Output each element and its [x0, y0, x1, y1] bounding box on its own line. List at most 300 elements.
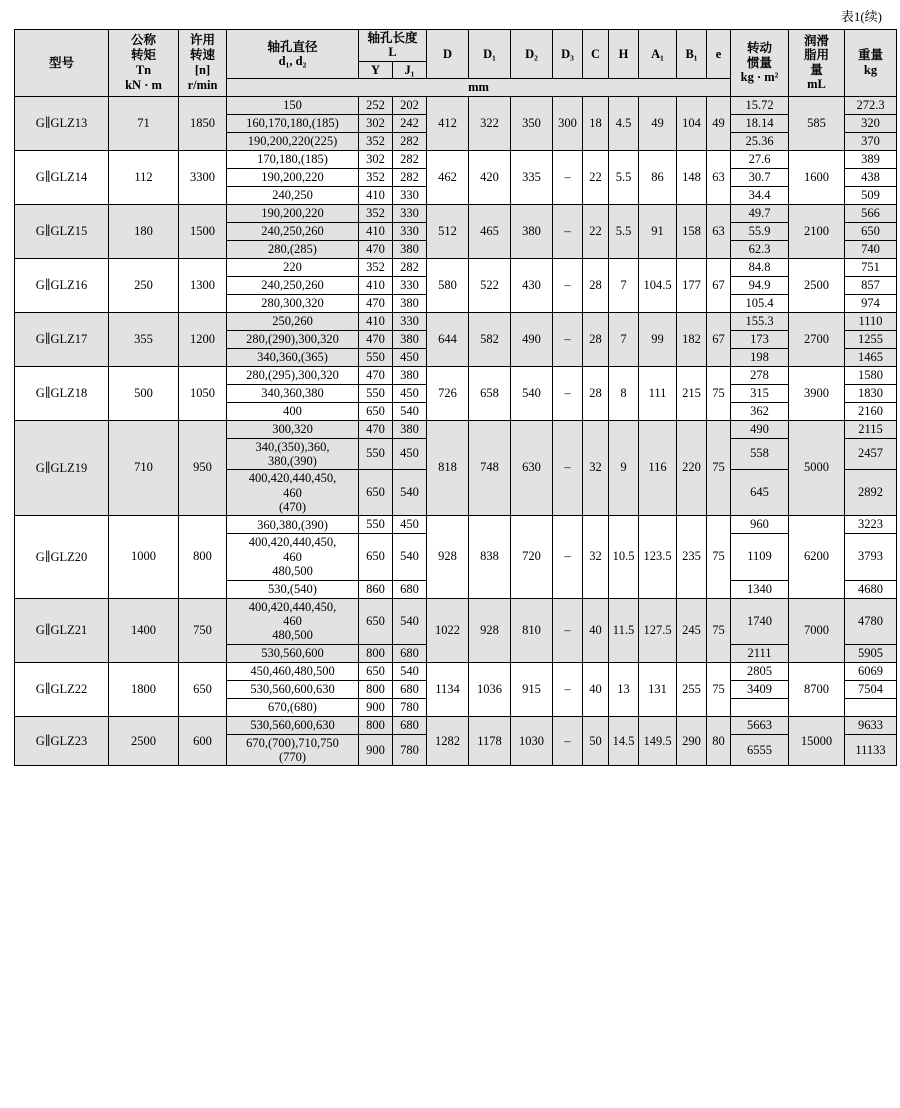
table-row: [15, 150, 897, 168]
cell-J1: 330: [393, 186, 427, 204]
cell-D3: –: [553, 598, 583, 662]
cell-grease: 6200: [789, 516, 845, 598]
cell-weight: 2457: [845, 438, 897, 470]
cell-Y: 410: [359, 276, 393, 294]
cell-Y: 650: [359, 662, 393, 680]
cell-grease: 5000: [789, 420, 845, 516]
cell-B1: 235: [677, 516, 707, 598]
cell-inertia: 18.14: [731, 114, 789, 132]
cell-bore-diameter: 400: [227, 402, 359, 420]
cell-B1: 245: [677, 598, 707, 662]
cell-model: G∥GLZ16: [15, 258, 109, 312]
cell-e: 67: [707, 312, 731, 366]
header-torque-l1: 公称: [130, 32, 156, 47]
header-grease-l4: mL: [807, 77, 826, 92]
cell-bore-diameter: 530,560,600: [227, 644, 359, 662]
cell-inertia: 490: [731, 420, 789, 438]
cell-weight: 1110: [845, 312, 897, 330]
cell-torque: 250: [109, 258, 179, 312]
cell-model: G∥GLZ22: [15, 662, 109, 716]
header-torque-l3: Tn: [135, 62, 152, 77]
cell-inertia: 49.7: [731, 204, 789, 222]
cell-A1: 99: [639, 312, 677, 366]
cell-inertia: 645: [731, 470, 789, 516]
cell-J1: 780: [393, 734, 427, 766]
cell-bore-diameter: 280,(295),300,320: [227, 366, 359, 384]
cell-D1: 582: [469, 312, 511, 366]
cell-J1: 680: [393, 580, 427, 598]
cell-weight: 11133: [845, 734, 897, 766]
cell-inertia: 34.4: [731, 186, 789, 204]
cell-bore-diameter: 340,360,(365): [227, 348, 359, 366]
cell-B1: 215: [677, 366, 707, 420]
cell-weight: [845, 698, 897, 716]
cell-Y: 470: [359, 366, 393, 384]
cell-model: G∥GLZ17: [15, 312, 109, 366]
table-row: [15, 420, 897, 438]
cell-speed: 600: [179, 716, 227, 766]
cell-inertia: 278: [731, 366, 789, 384]
table-row: [15, 516, 897, 534]
cell-D2: 630: [511, 420, 553, 516]
cell-bore-diameter: 280,300,320: [227, 294, 359, 312]
cell-speed: 1300: [179, 258, 227, 312]
cell-weight: 9633: [845, 716, 897, 734]
cell-bore-diameter: 450,460,480,500: [227, 662, 359, 680]
cell-Y: 650: [359, 402, 393, 420]
cell-D3: –: [553, 716, 583, 766]
cell-torque: 71: [109, 96, 179, 150]
cell-D2: 490: [511, 312, 553, 366]
cell-bore-diameter: 280,(285): [227, 240, 359, 258]
cell-H: 14.5: [609, 716, 639, 766]
cell-H: 8: [609, 366, 639, 420]
cell-Y: 650: [359, 598, 393, 644]
cell-e: 75: [707, 516, 731, 598]
table-row: [15, 312, 897, 330]
cell-Y: 302: [359, 114, 393, 132]
cell-Y: 352: [359, 258, 393, 276]
cell-inertia: 5663: [731, 716, 789, 734]
cell-J1: 380: [393, 240, 427, 258]
cell-bore-diameter: 250,260: [227, 312, 359, 330]
cell-D3: –: [553, 312, 583, 366]
cell-grease: 3900: [789, 366, 845, 420]
cell-J1: 380: [393, 366, 427, 384]
cell-D: 412: [427, 96, 469, 150]
cell-inertia: 30.7: [731, 168, 789, 186]
cell-weight: 751: [845, 258, 897, 276]
header-D: D: [427, 30, 469, 79]
cell-weight: 389: [845, 150, 897, 168]
cell-speed: 650: [179, 662, 227, 716]
cell-speed: 1050: [179, 366, 227, 420]
cell-e: 75: [707, 598, 731, 662]
cell-inertia: 25.36: [731, 132, 789, 150]
cell-grease: 1600: [789, 150, 845, 204]
cell-Y: 352: [359, 132, 393, 150]
cell-speed: 3300: [179, 150, 227, 204]
cell-bore-diameter: 400,420,440,450, 460 480,500: [227, 598, 359, 644]
cell-J1: 450: [393, 384, 427, 402]
cell-D1: 1178: [469, 716, 511, 766]
cell-inertia: 2111: [731, 644, 789, 662]
cell-J1: 380: [393, 330, 427, 348]
cell-A1: 127.5: [639, 598, 677, 662]
cell-weight: 2892: [845, 470, 897, 516]
cell-J1: 282: [393, 150, 427, 168]
cell-D3: 300: [553, 96, 583, 150]
cell-J1: 780: [393, 698, 427, 716]
cell-Y: 550: [359, 348, 393, 366]
cell-B1: 177: [677, 258, 707, 312]
cell-torque: 180: [109, 204, 179, 258]
cell-D2: 430: [511, 258, 553, 312]
cell-B1: 158: [677, 204, 707, 258]
cell-inertia: [731, 698, 789, 716]
cell-D2: 350: [511, 96, 553, 150]
cell-D2: 810: [511, 598, 553, 662]
cell-C: 28: [583, 312, 609, 366]
cell-speed: 750: [179, 598, 227, 662]
cell-J1: 680: [393, 680, 427, 698]
cell-weight: 857: [845, 276, 897, 294]
cell-Y: 352: [359, 168, 393, 186]
header-speed-l3: [n]: [194, 62, 211, 77]
cell-grease: 585: [789, 96, 845, 150]
cell-H: 7: [609, 258, 639, 312]
cell-bore-diameter: 240,250,260: [227, 222, 359, 240]
cell-Y: 470: [359, 330, 393, 348]
header-borelen-l1: 轴孔长度: [367, 31, 418, 45]
cell-weight: 370: [845, 132, 897, 150]
header-weight: [845, 30, 897, 97]
cell-weight: 5905: [845, 644, 897, 662]
header-grease-l3: 量: [810, 62, 823, 77]
cell-D: 928: [427, 516, 469, 598]
cell-inertia: 62.3: [731, 240, 789, 258]
cell-inertia: 2805: [731, 662, 789, 680]
cell-H: 5.5: [609, 204, 639, 258]
cell-weight: 438: [845, 168, 897, 186]
cell-weight: 2115: [845, 420, 897, 438]
cell-grease: 2700: [789, 312, 845, 366]
cell-C: 50: [583, 716, 609, 766]
cell-C: 28: [583, 258, 609, 312]
cell-model: G∥GLZ14: [15, 150, 109, 204]
cell-J1: 330: [393, 204, 427, 222]
header-speed-l1: 许用: [189, 32, 215, 47]
cell-model: G∥GLZ23: [15, 716, 109, 766]
table-row: [15, 204, 897, 222]
cell-bore-diameter: 340,360,380: [227, 384, 359, 402]
header-grease-l2: 脂用: [804, 48, 830, 63]
header-grease-l1: 润滑: [804, 34, 830, 48]
cell-B1: 290: [677, 716, 707, 766]
cell-model: G∥GLZ18: [15, 366, 109, 420]
header-weight-l2: kg: [863, 62, 878, 77]
cell-Y: 470: [359, 294, 393, 312]
header-unit-mm: mm: [227, 79, 731, 96]
cell-D1: 928: [469, 598, 511, 662]
table-row: [15, 258, 897, 276]
cell-C: 22: [583, 204, 609, 258]
cell-D2: 380: [511, 204, 553, 258]
table-row: [15, 96, 897, 114]
cell-torque: 500: [109, 366, 179, 420]
cell-J1: 330: [393, 222, 427, 240]
cell-inertia: 315: [731, 384, 789, 402]
cell-C: 22: [583, 150, 609, 204]
cell-inertia: 1740: [731, 598, 789, 644]
cell-Y: 900: [359, 734, 393, 766]
table-caption: 表1(续): [840, 9, 882, 24]
cell-H: 11.5: [609, 598, 639, 662]
header-model: 型号: [15, 30, 109, 97]
cell-J1: 450: [393, 348, 427, 366]
header-bore-l2: d₁, d₂: [278, 54, 307, 69]
cell-weight: 1465: [845, 348, 897, 366]
cell-H: 5.5: [609, 150, 639, 204]
cell-J1: 282: [393, 258, 427, 276]
cell-weight: 2160: [845, 402, 897, 420]
cell-weight: 1580: [845, 366, 897, 384]
cell-model: G∥GLZ19: [15, 420, 109, 516]
cell-D1: 522: [469, 258, 511, 312]
cell-A1: 49: [639, 96, 677, 150]
cell-A1: 123.5: [639, 516, 677, 598]
cell-bore-diameter: 530,560,600,630: [227, 680, 359, 698]
cell-model: G∥GLZ15: [15, 204, 109, 258]
header-inertia: [731, 30, 789, 97]
header-H: H: [609, 30, 639, 79]
cell-inertia: 27.6: [731, 150, 789, 168]
header-inertia-l3: kg · m²: [740, 69, 779, 84]
cell-H: 10.5: [609, 516, 639, 598]
cell-bore-diameter: 170,180,(185): [227, 150, 359, 168]
cell-inertia: 105.4: [731, 294, 789, 312]
cell-Y: 410: [359, 222, 393, 240]
cell-weight: 566: [845, 204, 897, 222]
cell-weight: 1830: [845, 384, 897, 402]
cell-D: 1282: [427, 716, 469, 766]
cell-D: 818: [427, 420, 469, 516]
cell-inertia: 198: [731, 348, 789, 366]
cell-weight: 4780: [845, 598, 897, 644]
header-borelen-l2: L: [388, 45, 397, 60]
header-torque: [109, 30, 179, 97]
cell-J1: 540: [393, 402, 427, 420]
cell-Y: 410: [359, 312, 393, 330]
cell-bore-diameter: 670,(700),710,750 (770): [227, 734, 359, 766]
cell-Y: 470: [359, 420, 393, 438]
cell-C: 40: [583, 662, 609, 716]
cell-B1: 220: [677, 420, 707, 516]
cell-inertia: 362: [731, 402, 789, 420]
header-speed-l2: 转速: [189, 47, 215, 62]
cell-torque: 710: [109, 420, 179, 516]
cell-J1: 380: [393, 294, 427, 312]
table-row: [15, 662, 897, 680]
cell-H: 9: [609, 420, 639, 516]
cell-inertia: 1340: [731, 580, 789, 598]
header-A1: A₁: [639, 30, 677, 79]
header-torque-l2: 转矩: [130, 47, 156, 62]
cell-Y: 800: [359, 644, 393, 662]
cell-B1: 148: [677, 150, 707, 204]
cell-D2: 335: [511, 150, 553, 204]
cell-J1: 380: [393, 420, 427, 438]
cell-A1: 86: [639, 150, 677, 204]
cell-weight: 272.3: [845, 96, 897, 114]
cell-D: 644: [427, 312, 469, 366]
cell-D: 462: [427, 150, 469, 204]
cell-model: G∥GLZ20: [15, 516, 109, 598]
cell-D2: 540: [511, 366, 553, 420]
cell-inertia: 6555: [731, 734, 789, 766]
cell-e: 75: [707, 366, 731, 420]
cell-weight: 509: [845, 186, 897, 204]
header-speed: [179, 30, 227, 97]
cell-D3: –: [553, 516, 583, 598]
cell-grease: 15000: [789, 716, 845, 766]
cell-weight: 1255: [845, 330, 897, 348]
cell-C: 40: [583, 598, 609, 662]
cell-bore-diameter: 530,560,600,630: [227, 716, 359, 734]
cell-J1: 202: [393, 96, 427, 114]
cell-inertia: 15.72: [731, 96, 789, 114]
cell-Y: 352: [359, 204, 393, 222]
cell-D: 512: [427, 204, 469, 258]
cell-bore-diameter: 190,200,220(225): [227, 132, 359, 150]
cell-Y: 860: [359, 580, 393, 598]
cell-J1: 450: [393, 438, 427, 470]
cell-Y: 800: [359, 716, 393, 734]
table-body: [15, 96, 897, 766]
cell-D2: 1030: [511, 716, 553, 766]
cell-inertia: 1109: [731, 534, 789, 580]
cell-B1: 182: [677, 312, 707, 366]
cell-weight: 4680: [845, 580, 897, 598]
cell-J1: 540: [393, 662, 427, 680]
header-J1: J₁: [393, 61, 427, 78]
cell-bore-diameter: 150: [227, 96, 359, 114]
cell-bore-diameter: 190,200,220: [227, 204, 359, 222]
header-torque-l4: kN · m: [125, 77, 162, 92]
cell-J1: 330: [393, 276, 427, 294]
header-C: C: [583, 30, 609, 79]
cell-H: 7: [609, 312, 639, 366]
cell-D: 1022: [427, 598, 469, 662]
cell-J1: 540: [393, 598, 427, 644]
cell-torque: 2500: [109, 716, 179, 766]
cell-weight: 7504: [845, 680, 897, 698]
cell-e: 63: [707, 150, 731, 204]
cell-J1: 540: [393, 534, 427, 580]
cell-C: 28: [583, 366, 609, 420]
cell-e: 63: [707, 204, 731, 258]
cell-bore-diameter: 360,380,(390): [227, 516, 359, 534]
cell-bore-diameter: 400,420,440,450, 460 480,500: [227, 534, 359, 580]
header-e: e: [707, 30, 731, 79]
cell-speed: 800: [179, 516, 227, 598]
header-bore-diameter: [227, 30, 359, 79]
cell-Y: 550: [359, 516, 393, 534]
cell-D1: 1036: [469, 662, 511, 716]
cell-Y: 252: [359, 96, 393, 114]
cell-Y: 650: [359, 470, 393, 516]
cell-Y: 900: [359, 698, 393, 716]
cell-D: 1134: [427, 662, 469, 716]
cell-e: 67: [707, 258, 731, 312]
cell-weight: 650: [845, 222, 897, 240]
cell-inertia: 173: [731, 330, 789, 348]
cell-grease: 2500: [789, 258, 845, 312]
cell-e: 49: [707, 96, 731, 150]
header-D2: D₂: [511, 30, 553, 79]
cell-D3: –: [553, 420, 583, 516]
header-grease: [789, 30, 845, 97]
cell-H: 13: [609, 662, 639, 716]
cell-A1: 149.5: [639, 716, 677, 766]
cell-e: 75: [707, 420, 731, 516]
cell-bore-diameter: 160,170,180,(185): [227, 114, 359, 132]
cell-D: 726: [427, 366, 469, 420]
cell-inertia: 94.9: [731, 276, 789, 294]
cell-inertia: 84.8: [731, 258, 789, 276]
cell-J1: 282: [393, 132, 427, 150]
cell-bore-diameter: 220: [227, 258, 359, 276]
cell-J1: 450: [393, 516, 427, 534]
cell-D1: 838: [469, 516, 511, 598]
cell-A1: 116: [639, 420, 677, 516]
header-weight-l1: 重量: [858, 48, 884, 63]
cell-D3: –: [553, 150, 583, 204]
header-inertia-l2: 惯量: [747, 55, 773, 70]
cell-A1: 111: [639, 366, 677, 420]
header-Y: Y: [359, 61, 393, 78]
cell-bore-diameter: 340,(350),360, 380,(390): [227, 438, 359, 470]
cell-B1: 104: [677, 96, 707, 150]
cell-e: 75: [707, 662, 731, 716]
cell-D2: 720: [511, 516, 553, 598]
cell-inertia: 960: [731, 516, 789, 534]
cell-D: 580: [427, 258, 469, 312]
cell-Y: 410: [359, 186, 393, 204]
cell-weight: 6069: [845, 662, 897, 680]
cell-D1: 322: [469, 96, 511, 150]
cell-D1: 465: [469, 204, 511, 258]
cell-J1: 242: [393, 114, 427, 132]
cell-C: 32: [583, 420, 609, 516]
cell-inertia: 155.3: [731, 312, 789, 330]
cell-J1: 330: [393, 312, 427, 330]
cell-Y: 302: [359, 150, 393, 168]
cell-bore-diameter: 280,(290),300,320: [227, 330, 359, 348]
cell-model: G∥GLZ21: [15, 598, 109, 662]
cell-A1: 91: [639, 204, 677, 258]
cell-grease: 2100: [789, 204, 845, 258]
cell-A1: 131: [639, 662, 677, 716]
cell-inertia: 3409: [731, 680, 789, 698]
cell-model: G∥GLZ13: [15, 96, 109, 150]
cell-speed: 1200: [179, 312, 227, 366]
cell-torque: 1000: [109, 516, 179, 598]
cell-bore-diameter: 240,250,260: [227, 276, 359, 294]
header-inertia-l1: 转动: [747, 41, 773, 56]
cell-Y: 800: [359, 680, 393, 698]
cell-D1: 658: [469, 366, 511, 420]
